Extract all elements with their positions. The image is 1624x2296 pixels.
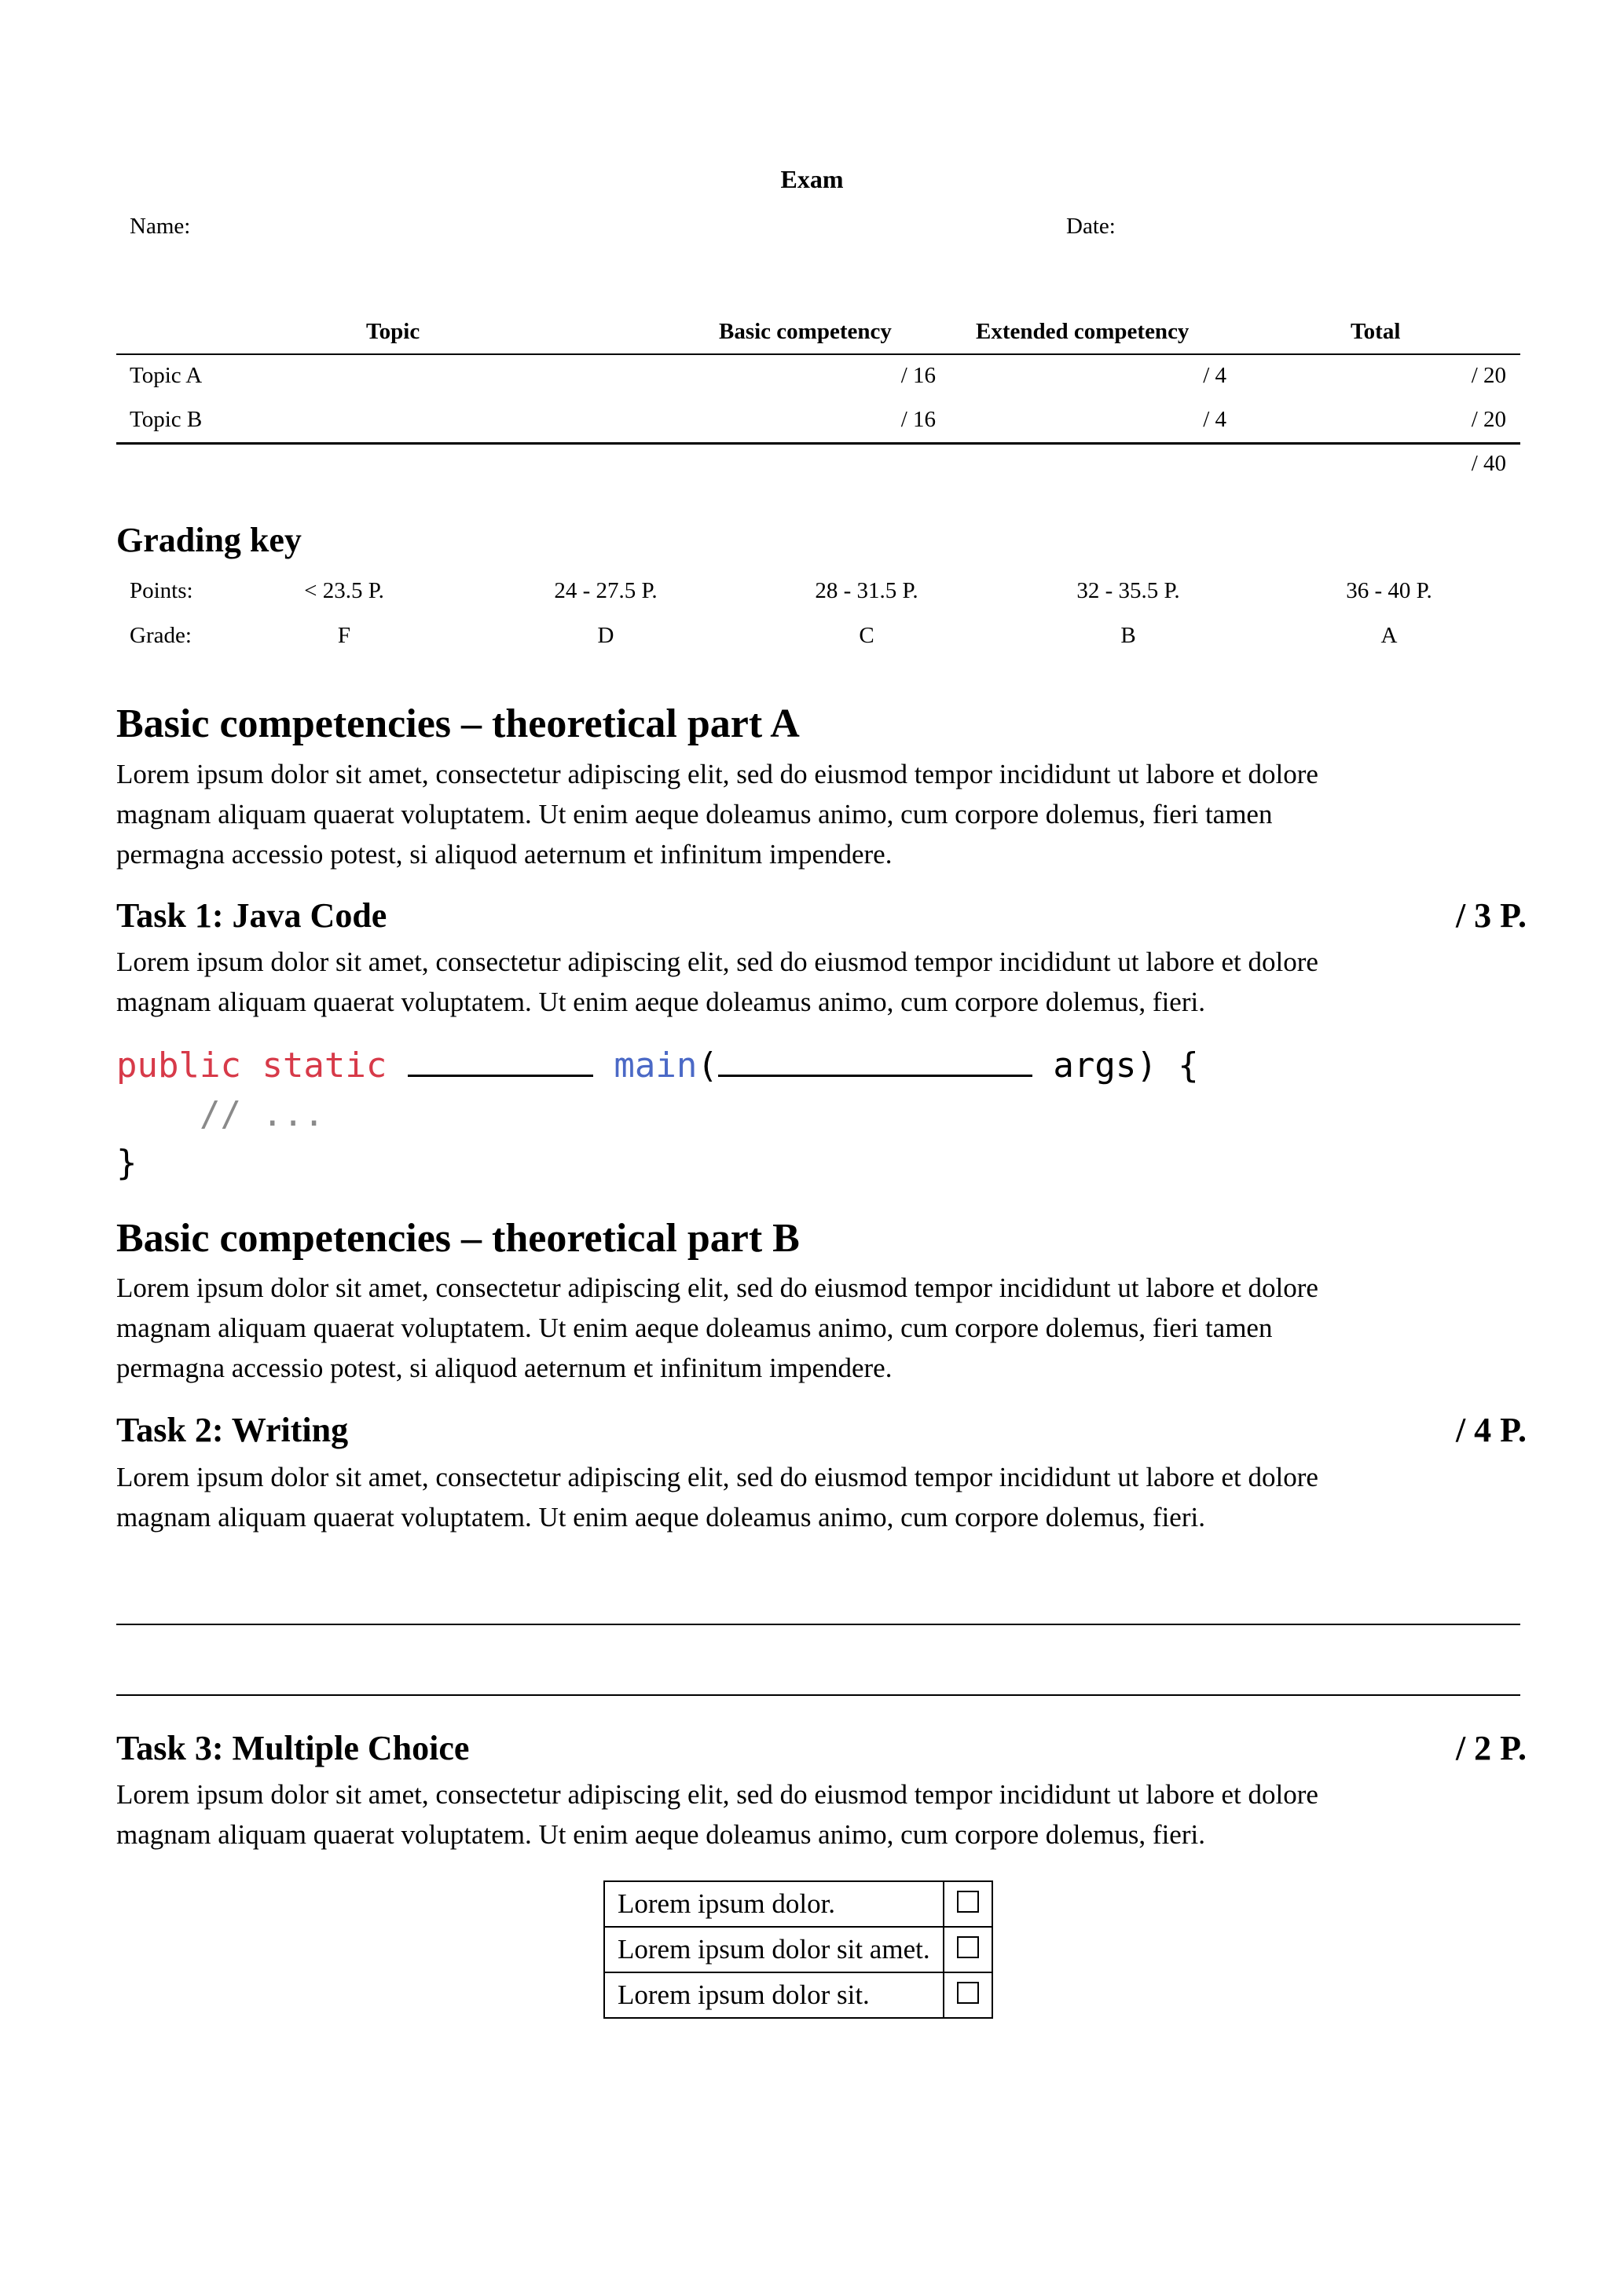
task-title: Task 1: Java Code	[116, 896, 387, 935]
exam-title: Exam	[780, 165, 844, 193]
text-line: Lorem ipsum dolor sit amet, consectetur adipiscing elit, sed do eiusmod tempor incididunt ut labore et dolore	[116, 947, 1318, 977]
text-line: magnam aliquam quaerat voluptatem. Ut enim aeque doleamus animo, cum corpore dolemus, fieri.	[116, 1502, 1205, 1532]
total-row	[116, 451, 1520, 482]
col-basic: Basic competency	[719, 319, 892, 344]
code-keyword: static	[262, 1045, 387, 1086]
text-line: Lorem ipsum dolor sit amet, consectetur adipiscing elit, sed do eiusmod tempor incididunt ut labore et dolore	[116, 1779, 1318, 1810]
grade-cell: C	[859, 623, 874, 648]
divider	[116, 442, 1520, 445]
col-topic: Topic	[366, 319, 420, 344]
points-cell: 32 - 35.5 P.	[1076, 578, 1180, 603]
points-cell: 24 - 27.5 P.	[554, 578, 658, 603]
topic-cell: Topic A	[130, 363, 203, 388]
grade-label: Grade:	[130, 623, 192, 648]
param-type-blank[interactable]	[718, 1043, 1032, 1077]
table-row	[116, 407, 1520, 438]
section-heading-a: Basic competencies – theoretical part A	[116, 701, 800, 746]
points-cell: < 23.5 P.	[304, 578, 384, 603]
task-1-header	[116, 895, 1527, 936]
code-block	[116, 1042, 1199, 1188]
writing-line[interactable]	[116, 1694, 1520, 1696]
grade-row	[116, 623, 1520, 654]
checkbox-icon[interactable]	[957, 1982, 979, 2004]
task-2-header	[116, 1410, 1527, 1450]
grading-key-heading: Grading key	[116, 521, 302, 559]
code-text: args) {	[1032, 1045, 1199, 1086]
section-heading-b: Basic competencies – theoretical part B	[116, 1216, 800, 1261]
multiple-choice-table	[603, 1880, 993, 2019]
points-cell: 36 - 40 P.	[1346, 578, 1432, 603]
checkbox-cell[interactable]	[944, 1972, 992, 2018]
text-line: Lorem ipsum dolor sit amet, consectetur adipiscing elit, sed do eiusmod tempor incididunt ut labore et dolore	[116, 1462, 1318, 1492]
task-2-text	[116, 1457, 1531, 1537]
return-type-blank[interactable]	[408, 1043, 593, 1077]
grade-cell: D	[597, 623, 614, 648]
col-total: Total	[1351, 319, 1401, 344]
extended-cell: / 4	[1203, 363, 1226, 388]
choice-label: Lorem ipsum dolor.	[604, 1881, 944, 1927]
points-row	[116, 578, 1520, 610]
code-comment: // ...	[199, 1094, 324, 1134]
code-text: }	[116, 1143, 137, 1183]
checkbox-icon[interactable]	[957, 1891, 979, 1913]
choice-row	[604, 1927, 992, 1972]
task-1-text	[116, 942, 1531, 1022]
choice-row	[604, 1972, 992, 2018]
text-line: magnam aliquam quaerat voluptatem. Ut enim aeque doleamus animo, cum corpore dolemus, fieri tamen	[116, 799, 1273, 829]
code-function: main	[614, 1045, 698, 1086]
total-cell: / 20	[1471, 363, 1506, 388]
code-paren: (	[697, 1045, 718, 1086]
divider	[116, 353, 1520, 355]
topic-cell: Topic B	[130, 407, 203, 432]
basic-cell: / 16	[900, 407, 936, 432]
task-3-text	[116, 1774, 1531, 1855]
writing-line[interactable]	[116, 1624, 1520, 1625]
choice-row	[604, 1881, 992, 1927]
text-line: magnam aliquam quaerat voluptatem. Ut enim aeque doleamus animo, cum corpore dolemus, fieri.	[116, 987, 1205, 1017]
table-row	[116, 363, 1520, 394]
section-b-text	[116, 1268, 1531, 1388]
code-keyword: public	[116, 1045, 241, 1086]
text-line: Lorem ipsum dolor sit amet, consectetur adipiscing elit, sed do eiusmod tempor incididunt ut labore et dolore	[116, 1273, 1318, 1303]
task-points: / 2 P.	[1455, 1729, 1527, 1767]
date-label: Date:	[1066, 214, 1116, 239]
text-line: Lorem ipsum dolor sit amet, consectetur adipiscing elit, sed do eiusmod tempor incididunt ut labore et dolore	[116, 759, 1318, 789]
checkbox-cell[interactable]	[944, 1881, 992, 1927]
table-header	[116, 319, 1520, 350]
checkbox-icon[interactable]	[957, 1936, 979, 1958]
points-cell: 28 - 31.5 P.	[815, 578, 918, 603]
total-cell: / 20	[1471, 407, 1506, 432]
text-line: magnam aliquam quaerat voluptatem. Ut enim aeque doleamus animo, cum corpore dolemus, fieri.	[116, 1819, 1205, 1850]
task-title: Task 3: Multiple Choice	[116, 1729, 470, 1767]
grand-total: / 40	[1471, 451, 1506, 476]
task-title: Task 2: Writing	[116, 1411, 349, 1449]
task-3-header	[116, 1728, 1527, 1768]
text-line: magnam aliquam quaerat voluptatem. Ut enim aeque doleamus animo, cum corpore dolemus, fieri tamen	[116, 1313, 1273, 1343]
checkbox-cell[interactable]	[944, 1927, 992, 1972]
name-label: Name:	[130, 214, 191, 239]
text-line: permagna accessio potest, si aliquod aeternum et infinitum impendere.	[116, 1353, 893, 1383]
task-points: / 4 P.	[1455, 1411, 1527, 1449]
grade-cell: A	[1380, 623, 1398, 648]
choice-label: Lorem ipsum dolor sit amet.	[604, 1927, 944, 1972]
choice-label: Lorem ipsum dolor sit.	[604, 1972, 944, 2018]
basic-cell: / 16	[900, 363, 936, 388]
section-a-text	[116, 754, 1531, 874]
points-label: Points:	[130, 578, 193, 603]
task-points: / 3 P.	[1455, 896, 1527, 935]
col-extended: Extended competency	[976, 319, 1190, 344]
text-line: permagna accessio potest, si aliquod aeternum et infinitum impendere.	[116, 839, 893, 870]
grade-cell: F	[337, 623, 351, 648]
extended-cell: / 4	[1203, 407, 1226, 432]
grade-cell: B	[1120, 623, 1136, 648]
